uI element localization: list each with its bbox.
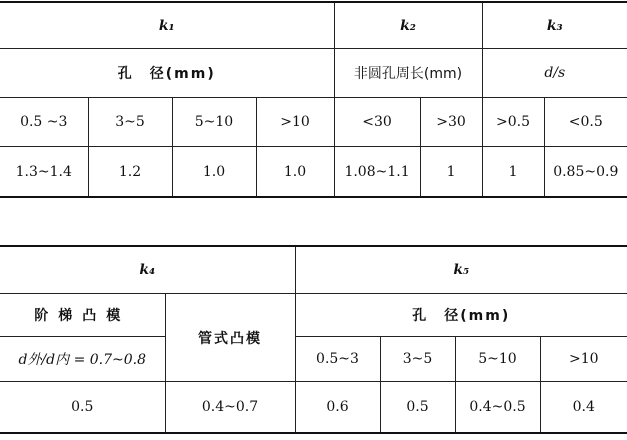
range-cell (0, 98, 88, 147)
range-label: <30 (362, 114, 392, 130)
value-label: 1.0 (283, 163, 307, 180)
k3-header (482, 2, 627, 49)
hole-diameter-label: 孔 径(mm) (117, 66, 216, 82)
coefficient-table-k1-k3 (0, 1, 627, 198)
value-label: 0.4~0.5 (469, 399, 526, 415)
value-label: 1.0 (202, 163, 226, 180)
range-cell (420, 98, 482, 147)
coefficient-table-k4-k5 (0, 245, 627, 434)
hole-diameter-header (0, 49, 334, 98)
value-label: 1.3~1.4 (15, 163, 72, 180)
range-cell (455, 337, 540, 382)
value-cell (540, 382, 627, 434)
value-label: 1.08~1.1 (344, 163, 410, 180)
value-label: 0.5 (71, 399, 94, 415)
range-label: >0.5 (496, 114, 531, 130)
value-label: 1.2 (118, 163, 142, 180)
k2-label: k₂ (400, 17, 416, 34)
k2-header (334, 2, 482, 49)
value-label: 0.5 (406, 399, 429, 415)
value-label: 1 (446, 163, 456, 180)
value-label: 0.85~0.9 (553, 163, 619, 180)
hole-diameter-label-k5: 孔 径(mm) (412, 308, 511, 324)
value-cell (88, 147, 172, 198)
range-label: >10 (568, 351, 599, 367)
k1-label: k₁ (158, 17, 175, 34)
stepped-punch-header (0, 294, 165, 337)
value-cell (380, 382, 455, 434)
range-cell (540, 337, 627, 382)
value-cell (0, 382, 165, 434)
range-label: 0.5~3 (316, 351, 359, 367)
value-cell (482, 147, 544, 198)
range-label: 3~5 (115, 114, 145, 130)
value-cell (0, 147, 88, 198)
range-label: 5~10 (194, 114, 234, 130)
value-cell (256, 147, 334, 198)
d-over-s-label: d/s (544, 65, 566, 81)
range-label: >30 (436, 114, 466, 130)
tubular-punch-header (165, 294, 295, 382)
perimeter-label: 非圆孔周长(mm) (353, 66, 463, 82)
range-cell (88, 98, 172, 147)
ratio-label: d外/d内 = 0.7~0.8 (18, 352, 147, 368)
range-cell (482, 98, 544, 147)
k5-header (295, 246, 627, 294)
value-cell (334, 147, 420, 198)
range-label: 3~5 (402, 351, 433, 367)
k4-label: k₄ (139, 262, 156, 278)
value-label: 1 (508, 163, 518, 180)
ratio-cell (0, 337, 165, 382)
k5-label: k₅ (453, 262, 470, 278)
k1-header (0, 2, 334, 49)
value-cell (295, 382, 380, 434)
value-cell (455, 382, 540, 434)
stepped-punch-label: 阶梯凸模 (34, 308, 131, 324)
value-label: 0.4 (572, 399, 595, 415)
range-cell (380, 337, 455, 382)
value-cell (544, 147, 627, 198)
d-over-s-header (482, 49, 627, 98)
value-cell (172, 147, 256, 198)
range-label: 0.5 ~3 (20, 114, 68, 130)
range-label: 5~10 (478, 351, 517, 367)
perimeter-header (334, 49, 482, 98)
range-cell (172, 98, 256, 147)
k4-header (0, 246, 295, 294)
range-cell (334, 98, 420, 147)
k3-label: k₃ (546, 17, 563, 34)
range-cell (256, 98, 334, 147)
tubular-punch-label: 管式凸模 (198, 330, 262, 347)
value-label: 0.4~0.7 (201, 399, 259, 415)
range-label: >10 (280, 114, 310, 130)
value-cell (420, 147, 482, 198)
range-cell (295, 337, 380, 382)
value-cell (165, 382, 295, 434)
range-label: <0.5 (568, 114, 603, 130)
hole-diameter-header-k5 (295, 294, 627, 337)
value-label: 0.6 (326, 399, 349, 415)
range-cell (544, 98, 627, 147)
